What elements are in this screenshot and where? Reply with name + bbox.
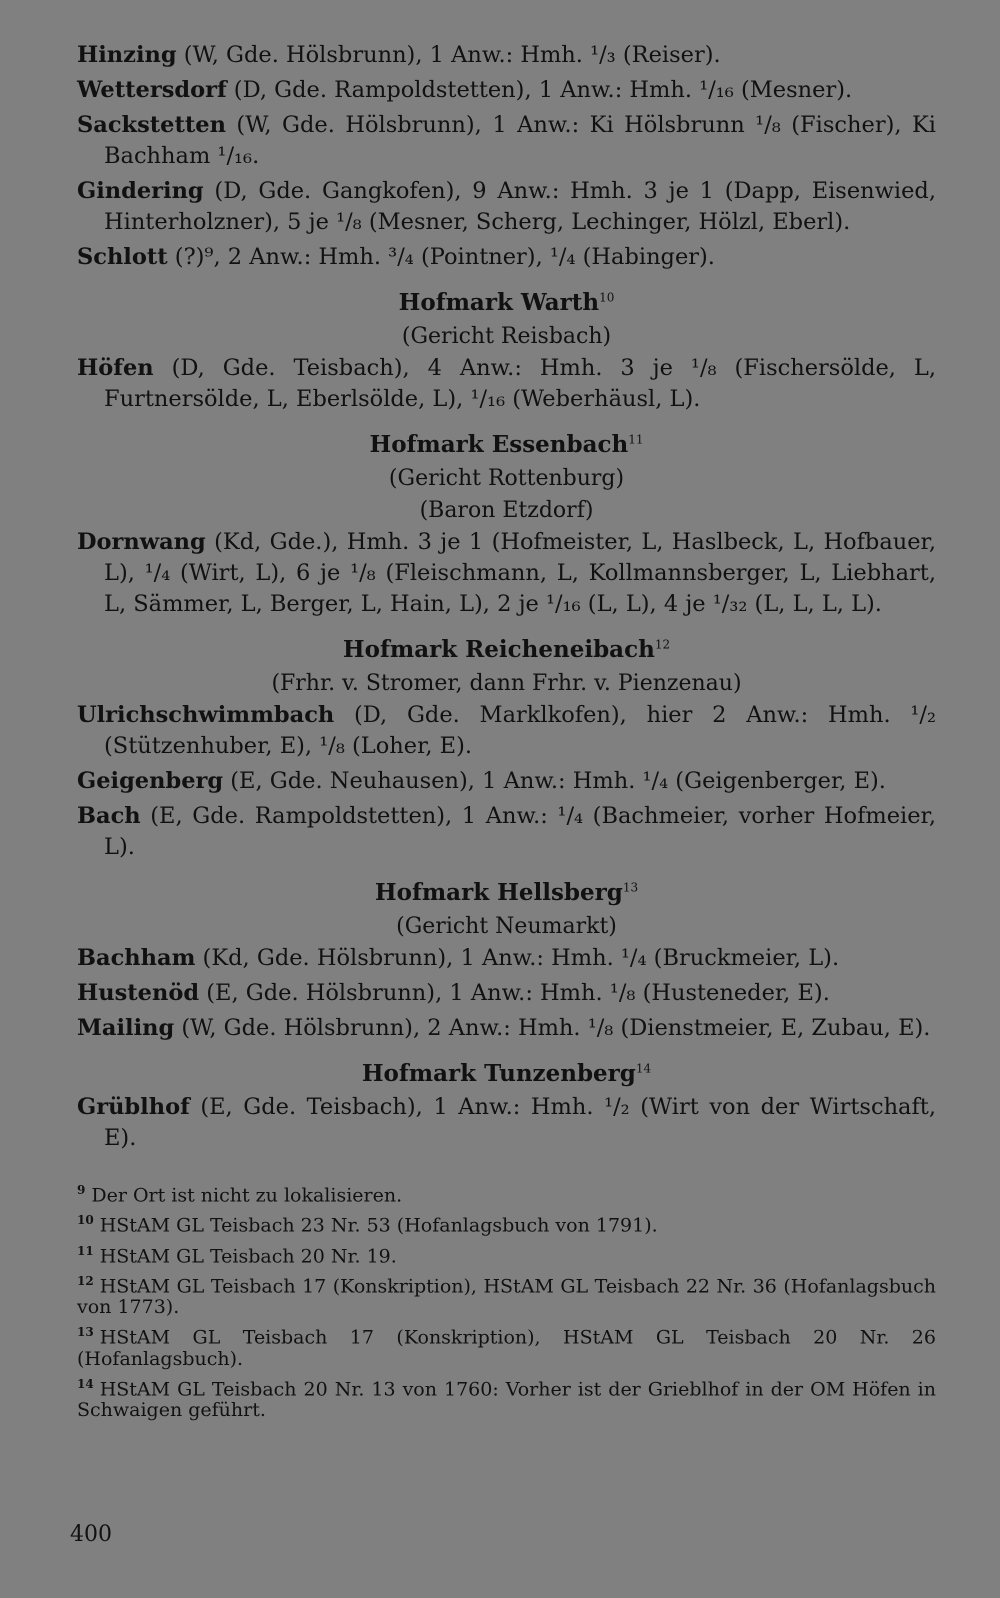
entry-hinzing — [77, 40, 936, 71]
entry-dornwang — [77, 527, 936, 620]
footnote — [77, 1322, 936, 1369]
footnote-ref: 10 — [599, 290, 615, 305]
entry-gindering — [77, 176, 936, 238]
entry-text: (E, Gde. Rampoldstetten), 1 Anw.: ¹/₄ (Bachmeier, vorher Hofmeier, L). — [104, 803, 936, 860]
footnote-mark: 12 — [77, 1273, 94, 1288]
footnote — [77, 1374, 936, 1421]
section-title: Hofmark Reicheneibach — [342, 636, 655, 663]
place-name: Geigenberg — [77, 768, 224, 794]
footnote-text: HStAM GL Teisbach 23 Nr. 53 (Hofanlagsbuch von 1791). — [99, 1214, 658, 1237]
footnote-text: Der Ort ist nicht zu lokalisieren. — [91, 1184, 403, 1207]
section-heading — [77, 634, 936, 666]
section-title: Hofmark Warth — [398, 289, 600, 316]
entry-bachham — [77, 943, 936, 974]
entry-schlott — [77, 242, 936, 273]
place-name: Ulrichschwimmbach — [77, 702, 335, 728]
entry-text: (W, Gde. Hölsbrunn), 2 Anw.: Hmh. ¹/₈ (Dienstmeier, E, Zubau, E). — [174, 1015, 931, 1041]
place-name: Mailing — [77, 1015, 175, 1041]
place-name: Dornwang — [77, 529, 206, 555]
place-name: Hinzing — [77, 42, 177, 68]
footnote — [77, 1241, 936, 1267]
footnote-ref: 12 — [654, 637, 671, 652]
footnote-mark: 14 — [77, 1376, 94, 1391]
section-heading — [77, 287, 936, 319]
footnote — [77, 1210, 936, 1236]
place-name: Hustenöd — [77, 980, 200, 1006]
section-subtitle: (Frhr. v. Stromer, dann Frhr. v. Pienzenau) — [271, 671, 742, 696]
section-title: Hofmark Tunzenberg — [361, 1060, 636, 1087]
footnote-mark: 9 — [77, 1183, 86, 1197]
entry-text: (W, Gde. Hölsbrunn), 1 Anw.: Ki Hölsbrunn ¹/₈ (Fischer), Ki Bachham ¹/₁₆. — [104, 112, 936, 169]
entry-text: (W, Gde. Hölsbrunn), 1 Anw.: Hmh. ¹/₃ (Reiser). — [176, 42, 721, 68]
entry-ulrichschwimmbach — [77, 700, 936, 762]
footnote-text: HStAM GL Teisbach 20 Nr. 13 von 1760: Vorher ist der Grieblhof in der OM Höfen in Schwaigen geführt. — [77, 1377, 936, 1421]
entry-text: (D, Gde. Marklkofen), hier 2 Anw.: Hmh. ¹/₂ (Stützenhuber, E), ¹/₈ (Loher, E). — [104, 702, 936, 759]
place-name: Wettersdorf — [77, 77, 227, 103]
place-name: Gindering — [77, 178, 204, 204]
section-essenbach — [77, 429, 936, 620]
footnote-ref: 14 — [635, 1061, 652, 1076]
footnote-text: HStAM GL Teisbach 17 (Konskription), HStAM GL Teisbach 22 Nr. 36 (Hofanlagsbuch von 1773). — [77, 1275, 936, 1319]
section-heading — [77, 1058, 936, 1090]
entry-text: (?)⁹, 2 Anw.: Hmh. ³/₄ (Pointner), ¹/₄ (Habinger). — [167, 244, 715, 270]
place-name: Höfen — [77, 355, 154, 381]
entry-text: (E, Gde. Neuhausen), 1 Anw.: Hmh. ¹/₄ (Geigenberger, E). — [223, 768, 886, 794]
footnote-text: HStAM GL Teisbach 20 Nr. 19. — [99, 1244, 397, 1267]
entry-geigenberg — [77, 766, 936, 797]
place-name: Grüblhof — [77, 1094, 190, 1120]
footnote-ref: 13 — [622, 880, 639, 895]
section-title: Hofmark Essenbach — [369, 431, 629, 458]
footnote-mark: 13 — [77, 1325, 94, 1340]
section-heading — [77, 429, 936, 461]
footnotes — [77, 1180, 936, 1421]
section-reicheneibach — [77, 634, 936, 863]
section-tunzenberg — [77, 1058, 936, 1154]
footnote-mark: 10 — [77, 1213, 94, 1228]
entry-hustenoed — [77, 978, 936, 1009]
section-heading — [77, 877, 936, 909]
place-name: Schlott — [77, 244, 168, 270]
entry-text: (E, Gde. Hölsbrunn), 1 Anw.: Hmh. ¹/₈ (Husteneder, E). — [199, 980, 830, 1006]
place-name: Bachham — [77, 945, 196, 971]
entries-list — [77, 40, 936, 1154]
section-subtitle: (Baron Etzdorf) — [419, 498, 594, 523]
page-number: 400 — [70, 1522, 112, 1547]
entry-text: (D, Gde. Gangkofen), 9 Anw.: Hmh. 3 je 1 (Dapp, Eisenwied, Hinterholzner), 5 je ¹/₈ (Mesner, Scherg, Lechinger, Hölzl, Eberl). — [104, 178, 936, 235]
entry-text: (D, Gde. Rampoldstetten), 1 Anw.: Hmh. ¹/₁₆ (Mesner). — [226, 77, 853, 103]
entry-hoefen — [77, 353, 936, 415]
footnote-mark: 11 — [77, 1243, 94, 1258]
section-subtitle: (Gericht Neumarkt) — [396, 914, 617, 939]
place-name: Sackstetten — [77, 112, 226, 138]
footnote-text: HStAM GL Teisbach 17 (Konskription), HStAM GL Teisbach 20 Nr. 26 (Hofanlagsbuch). — [77, 1326, 936, 1370]
section-warth — [77, 287, 936, 415]
section-title: Hofmark Hellsberg — [374, 879, 623, 906]
footnote — [77, 1180, 936, 1206]
entry-wettersdorf — [77, 75, 936, 106]
entry-grueblhof — [77, 1092, 936, 1154]
entry-mailing — [77, 1013, 936, 1044]
entry-text: (E, Gde. Teisbach), 1 Anw.: Hmh. ¹/₂ (Wirt von der Wirtschaft, E). — [104, 1094, 936, 1151]
place-name: Bach — [77, 803, 141, 829]
entry-sackstetten — [77, 110, 936, 172]
entry-bach — [77, 801, 936, 863]
entry-text: (D, Gde. Teisbach), 4 Anw.: Hmh. 3 je ¹/₈ (Fischersölde, L, Furtnersölde, L, Eberlsölde, L), ¹/₁₆ (Weberhäusl, L). — [104, 355, 936, 412]
section-subtitle: (Gericht Reisbach) — [401, 324, 612, 349]
footnote — [77, 1271, 936, 1318]
section-subtitle: (Gericht Rottenburg) — [388, 466, 625, 491]
entry-text: (Kd, Gde.), Hmh. 3 je 1 (Hofmeister, L, Haslbeck, L, Hofbauer, L), ¹/₄ (Wirt, L), 6 je ¹/₈ (Fleischmann, L, Kollmannsberger, L, Liebhart, L, Sämmer, L, Berger, L, Hain, L), 2 je ¹/₁₆ (L, L), 4 je ¹/₃₂ (L, L, L, L). — [104, 529, 936, 617]
footnote-ref: 11 — [628, 432, 644, 447]
entry-text: (Kd, Gde. Hölsbrunn), 1 Anw.: Hmh. ¹/₄ (Bruckmeier, L). — [195, 945, 840, 971]
section-hellsberg — [77, 877, 936, 1044]
